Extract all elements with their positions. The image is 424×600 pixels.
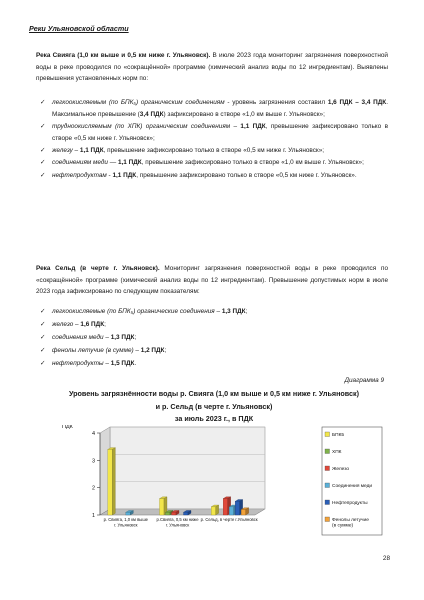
legend-label: ХПК (332, 450, 342, 455)
indicator-name: железо (52, 320, 74, 328)
indicator-name: трудноокисляемым (по ХПК) органическим соединениям (52, 122, 231, 130)
indicator-name: соединениям меди (52, 159, 108, 167)
indicator-name: железу (52, 146, 73, 154)
legend-swatch (325, 483, 330, 488)
indicator-name: нефтепродуктам (52, 171, 107, 179)
indicator-name: соединения меди (52, 333, 104, 341)
checkmark-icon: ✓ (40, 333, 46, 341)
sviyaga-intro-text: В июле 2023 года мониторинг загрязнения поверхностной воды в реке проводился по «сокращённой» программе (химический анализ воды по 12 ингредиентам). Выявлены превышения установленных норм по: (36, 52, 389, 83)
chart-title-line-2: и р. Сельд (в черте г. Ульяновск) (155, 401, 273, 411)
chart-title (40, 388, 388, 426)
list-item (40, 345, 388, 357)
list-item (40, 145, 388, 157)
checkmark-icon: ✓ (40, 308, 46, 315)
legend-swatch (325, 466, 330, 471)
checkmark-icon: ✓ (40, 122, 46, 130)
list-item (40, 306, 388, 318)
item-text: — (107, 159, 118, 167)
legend-label: Фенолы летучие (332, 518, 369, 523)
checkmark-icon: ✓ (40, 159, 46, 167)
pollution-bar-chart (60, 425, 390, 545)
indicator-name: легкоокисляемым (по БПК₅) органическим соединениям (52, 99, 225, 106)
seld-exceedance-list (40, 306, 388, 371)
bar (160, 499, 165, 515)
bar (211, 507, 216, 515)
indicator-name: нефтепродукты (52, 359, 104, 367)
item-value: 1,1 ПДК (240, 122, 266, 130)
x-tick-label: р. Свияга, 1,0 км выше (103, 517, 149, 522)
list-item (40, 319, 388, 331)
page-heading: Реки Ульяновской области (29, 24, 129, 33)
bar (172, 512, 177, 515)
y-tick-label: 2 (91, 485, 95, 492)
x-tick-label: г. Ульяновск (114, 522, 138, 528)
page-number: 28 (382, 555, 390, 562)
bar (184, 512, 189, 515)
item-value: 1,5 ПДК (110, 359, 135, 367)
legend-label: Нефтепродукты (332, 501, 368, 506)
bar (223, 499, 228, 515)
indicator-name: легкоокисляемые (по БПК₅) органические соединения (52, 308, 215, 315)
item-text: , превышение зафиксировано только в створе «0,5 км ниже г. Ульяновск»; (52, 122, 388, 142)
legend-swatch (325, 449, 330, 454)
item-text: – (103, 359, 111, 367)
chart-title-line-1: Уровень загрязнённости воды р. Свияга (1,0 км выше и 0,5 км ниже г. Ульяновск) (68, 389, 360, 398)
bar (108, 449, 113, 515)
list-item (40, 358, 388, 370)
item-text: - (106, 171, 113, 179)
list-item (40, 97, 388, 120)
item-text: . (134, 359, 137, 367)
x-tick-label: р.Свияга, 0,5 км ниже (156, 517, 199, 522)
x-tick-label: г. Ульяновск (165, 522, 190, 528)
item-value: 1,3 ПДК (110, 333, 135, 341)
y-axis-label: ПДК (62, 425, 73, 430)
x-tick-label: р. Сельд, в черте г.Ульяновск (200, 517, 258, 522)
checkmark-icon: ✓ (40, 346, 46, 354)
item-value: 3,4 ПДК (139, 110, 164, 118)
item-value: 1,2 ПДК (140, 346, 165, 354)
item-text: ) зафиксировано в створе «1,0 км выше г. Ульяновск»; (163, 110, 325, 118)
checkmark-icon: ✓ (40, 171, 46, 179)
item-text: – (230, 122, 241, 130)
bar-side (112, 448, 115, 515)
bar (235, 501, 240, 515)
plot-area (110, 427, 265, 509)
checkmark-icon: ✓ (40, 320, 46, 328)
item-text: – (133, 346, 141, 354)
y-tick-label: 1 (91, 513, 95, 519)
seld-title: Река Сельд (в черте г. Ульяновск). (36, 265, 160, 272)
y-tick-label: 4 (91, 431, 95, 437)
item-text: ; (164, 346, 167, 354)
bar (241, 510, 246, 515)
item-value: 1,1 ПДК (79, 146, 104, 154)
legend-swatch (325, 432, 330, 437)
item-text: – (103, 333, 111, 341)
item-text: ; (245, 308, 248, 315)
legend-swatch (325, 500, 330, 505)
checkmark-icon: ✓ (40, 146, 46, 154)
list-item (40, 121, 388, 144)
sviyaga-intro (36, 50, 388, 85)
diagram-number: Диаграмма 9 (344, 377, 384, 384)
item-text: . Максимальное превышение ( (52, 99, 388, 118)
bar (126, 512, 131, 515)
item-text: ; (134, 333, 137, 341)
item-text: ; (104, 320, 106, 328)
sviyaga-exceedance-list (40, 97, 388, 182)
item-text: - уровень загрязнения составил (224, 99, 328, 106)
item-value: 1,6 ПДК – 3,4 ПДК (327, 99, 387, 106)
item-text: – (72, 146, 80, 154)
item-text: , превышение зафиксировано только в створе «0,5 км ниже г. Ульяновск». (136, 171, 357, 179)
item-value: 1,1 ПДК (112, 171, 137, 179)
item-value: 1,1 ПДК (117, 159, 142, 167)
legend-swatch (325, 517, 330, 522)
item-text: – (214, 308, 222, 315)
legend-label: Соединения меди (332, 484, 373, 489)
bar-side (216, 505, 219, 515)
item-text: – (73, 320, 81, 328)
seld-intro-text: Мониторинг загрязнения поверхностной воды в реке проводился по «сокращённой» программе (химический анализ воды по 12 ингредиентам). Превышение допустимых норм в июле 2023 года зафиксировано по следующим показателям: (36, 265, 388, 296)
legend-label: БПК5 (332, 433, 345, 438)
sviyaga-title: Река Свияга (1,0 км выше и 0,5 км ниже г. Ульяновск). (36, 52, 211, 59)
list-item (40, 157, 388, 169)
indicator-name: фенолы летучие (в сумме) (52, 346, 134, 354)
y-tick-label: 3 (91, 458, 95, 465)
list-item (40, 332, 388, 344)
bar (229, 507, 234, 515)
item-value: 1,6 ПДК (80, 320, 105, 328)
bar (166, 512, 171, 515)
legend-label: Железо (332, 467, 350, 472)
chart-title-line-3: за июль 2023 г., в ПДК (174, 414, 254, 423)
item-text: , превышение зафиксировано только в створе «1,0 км выше г. Ульяновск»; (141, 159, 364, 167)
seld-intro (36, 263, 388, 298)
item-value: 1,3 ПДК (221, 308, 246, 315)
legend-label: (в сумме) (332, 523, 354, 529)
checkmark-icon: ✓ (40, 99, 46, 106)
checkmark-icon: ✓ (40, 359, 46, 367)
item-text: , превышение зафиксировано только в створе «0,5 км ниже г. Ульяновск»; (103, 146, 325, 154)
list-item (40, 170, 388, 182)
